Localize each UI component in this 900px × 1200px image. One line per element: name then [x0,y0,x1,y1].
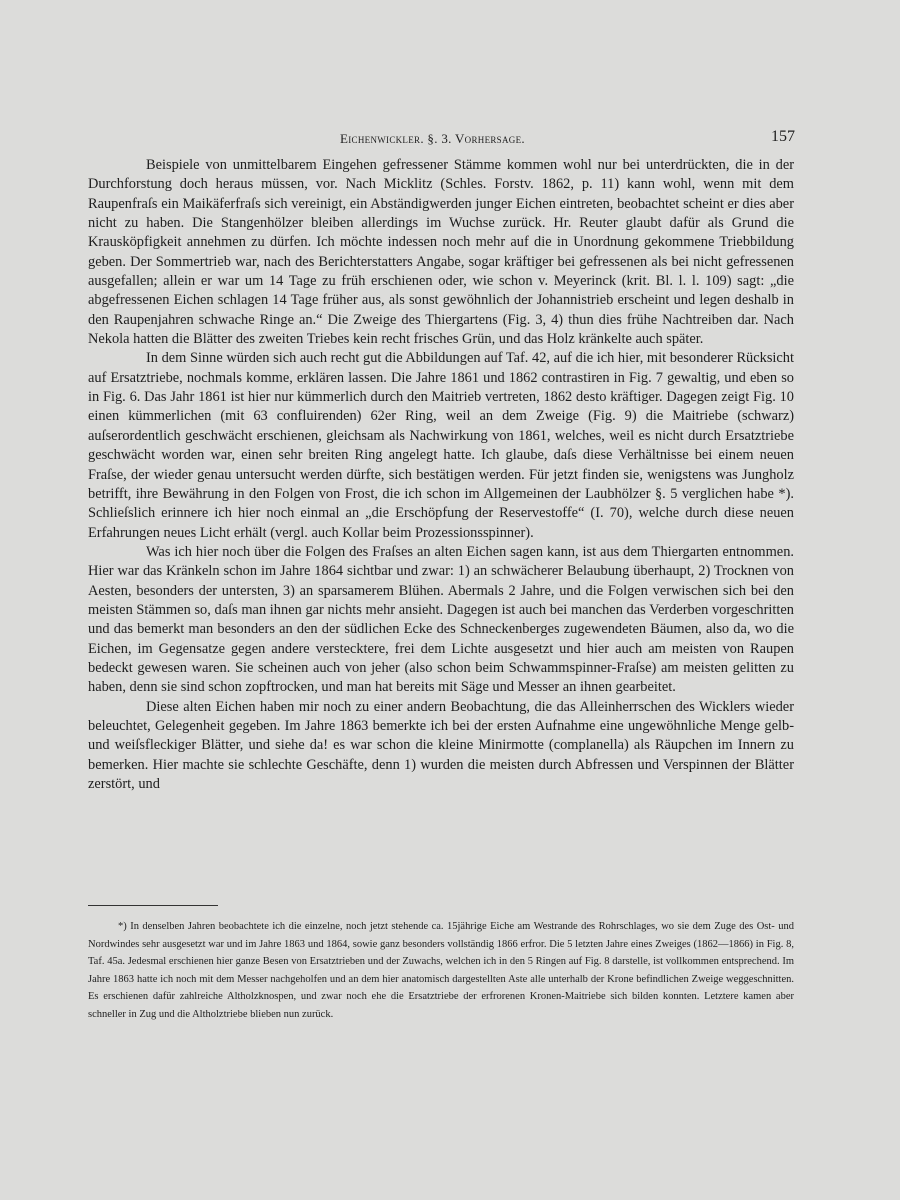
page-number: 157 [771,128,795,145]
paragraph-1: Beispiele von unmittelbarem Eingehen gefressener Stämme kommen wohl nur bei unterdrückten, die in der Durchforstung doch heraus müssen, vor. Nach Micklitz (Schles. Forstv. 1862, p. 11) kann wohl, wenn mit dem Raupenfraſs ein Maikäferfraſs sich vereinigt, ein Abständigwerden junger Eichen eintreten, beobachtet scheint er dies aber nicht zu haben. Die Stangenhölzer bleiben allerdings im Wuchse zurück. Hr. Reuter glaubt dafür als Grund die Krausköpfigkeit annehmen zu dürfen. Ich möchte indessen noch mehr auf die in Unordnung gekommene Triebbildung geben. Der Sommertrieb war, nach des Berichterstatters Angabe, sogar kräftiger bei gefressenen als bei nicht gefressenen ausgefallen; allein er war um 14 Tage zu früh erschienen oder, wie schon v. Meyerinck (krit. Bl. l. l. 109) sagt: „die abgefressenen Eichen schlagen 14 Tage früher aus, als sonst gewöhnlich der Johannistrieb erscheint und legen deshalb in den Raupenjahren schwache Ringe an.“ Die Zweige des Thiergartens (Fig. 3, 4) thun dies frühe Nachtreiben dar. Nach Nekola hatten die Blätter des zweiten Triebes kein recht frisches Grün, und das Holz kränkelte auch später. [88,157,794,348]
paragraph-3: Was ich hier noch über die Folgen des Fraſses an alten Eichen sagen kann, ist aus dem Thiergarten entnommen. Hier war das Kränkeln schon im Jahre 1864 sichtbar und zwar: 1) an schwächerer Belaubung überhaupt, 2) Trocknen von Aesten, besonders der untersten, 3) an sparsamerem Blühen. Abermals 2 Jahre, und die Folgen verwischen sich bei den meisten Stämmen so, daſs man ihnen gar nichts mehr ansieht. Dagegen ist auch bei manchen das Verderben vorgeschritten und das bemerkt man besonders an den der südlichen Ecke des Schneckenberges zugewendeten Bäumen, also da, wo die Eichen, im Gegensatze gegen andere verstecktere, frei dem Lichte ausgesetzt und hier auch am meisten von Raupen bedeckt gewesen waren. Sie scheinen auch von jeher (also schon beim Schwammspinner-Fraſse) am meisten gelitten zu haben, denn sie sind schon zopftrocken, und man hat bereits mit Säge und Messer an ihnen gearbeitet. [88,543,794,696]
paragraph-2: In dem Sinne würden sich auch recht gut die Abbildungen auf Taf. 42, auf die ich hier, mit besonderer Rücksicht auf Ersatztriebe, nochmals komme, erklären lassen. Die Jahre 1861 und 1862 contrastiren in Fig. 7 gewaltig, und eben so in Fig. 6. Das Jahr 1861 ist hier nur kümmerlich durch den Maitrieb vertreten, 1862 desto kräftiger. Dagegen zeigt Fig. 10 einen kümmerlichen (mit 63 confluirenden) 62er Ring, weil an dem Zweige (Fig. 9) die Maitriebe (schwarz) auſserordentlich geschwächt erschienen, gleichsam als Nachwirkung von 1861, welches, weil es nicht durch Ersatztriebe geschwächt worden war, einen sehr breiten Ring angelegt hatte. Ich glaube, daſs diese Verhältnisse bei einem neuen Fraſse, der wieder genau untersucht werden dürfte, sich bestätigen werden. Für jetzt finden sie, wenigstens was Jungholz betrifft, ihre Bewährung in den Folgen von Frost, die ich schon im Allgemeinen der Laubhölzer §. 5 verglichen habe *). Schlieſslich erinnere ich hier noch einmal an „die Erschöpfung der Reservestoffe“ (I. 70), welche durch diese neuen Erfahrungen neues Licht erhält (vergl. auch Kollar beim Prozessionsspinner). [88,350,794,541]
running-head: Eichenwickler. §. 3. Vorhersage. [340,131,525,146]
body-text [88,156,794,794]
footnote [88,918,794,1024]
page-header [340,128,795,151]
paragraph-4: Diese alten Eichen haben mir noch zu einer andern Beobachtung, die das Alleinherrschen des Wicklers wieder beleuchtet, Gelegenheit gegeben. Im Jahre 1863 bemerkte ich bei der ersten Aufnahme eine ungewöhnliche Menge gelb- und weiſsfleckiger Blätter, und siehe da! es war schon die kleine Minirmotte (complanella) als Räupchen im Innern zu bemerken. Hier machte sie schlechte Geschäfte, denn 1) wurden die meisten durch Abfressen und Verspinnen der Blätter zerstört, und [88,698,794,792]
footnote-text: *) In denselben Jahren beobachtete ich die einzelne, noch jetzt stehende ca. 15jährige Eiche am Westrande des Rohrschlages, wo sie dem Zuge des Ost- und Nordwindes sehr ausgesetzt war und im Jahre 1863 und 1864, sowie ganz besonders vollständig 1866 erfror. Die 5 letzten Jahre eines Zweiges (1862—1866) in Fig. 8, Taf. 45a. Jedesmal erschienen hier ganze Besen von Ersatztrieben und der Zuwachs, welchen ich in den 5 Ringen auf Fig. 8 darstelle, ist vollkommen entsprechend. Im Jahre 1863 hatte ich noch mit dem Messer nachgeholfen und an dem hier anatomisch dargestellten Aste alle unterhalb der Krone befindlichen Zweige weggeschnitten. Es erschienen dafür zahlreiche Altholzknospen, und zwar noch ehe die Ersatztriebe der erfrorenen Kronen-Maitriebe sich bilden konnten. Letztere kamen aber schneller in Zug und die Altholztriebe blieben nun zurück. [88,921,794,1020]
footnote-divider [88,905,218,906]
